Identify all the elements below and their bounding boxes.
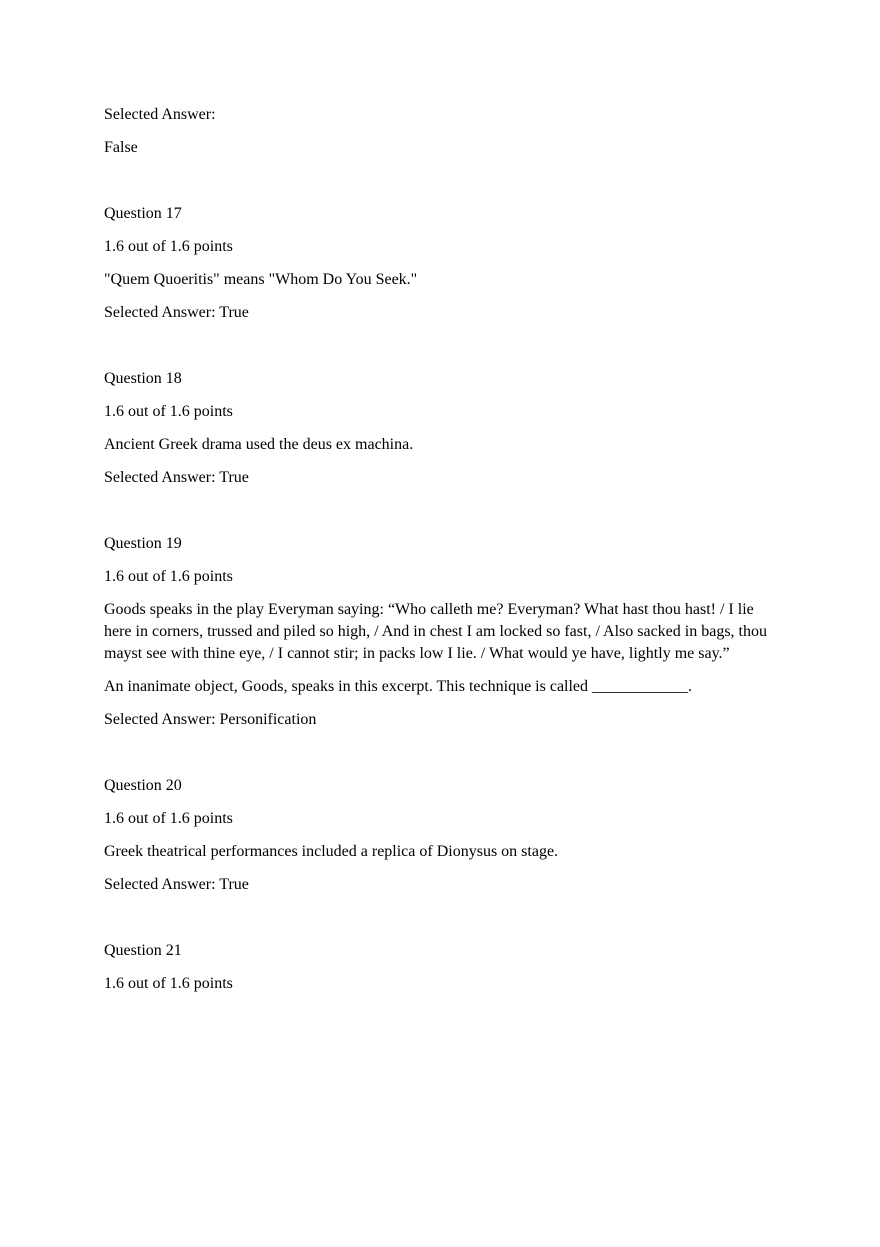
question-answer: Selected Answer: True: [104, 304, 249, 321]
question-title: Question 21: [104, 942, 182, 959]
spacer: [104, 159, 774, 203]
spacer: [104, 489, 774, 533]
question-text-secondary: An inanimate object, Goods, speaks in this excerpt. This technique is called ____________.: [104, 678, 693, 695]
spacer: [104, 126, 774, 137]
spacer: [104, 797, 774, 808]
spacer: [104, 555, 774, 566]
spacer: [104, 258, 774, 269]
question-text: Greek theatrical performances included a replica of Dionysus on stage.: [104, 843, 559, 860]
spacer: [104, 588, 774, 599]
spacer: [104, 423, 774, 434]
question-text: Goods speaks in the play Everyman saying: “Who calleth me? Everyman? What hast thou hast! / I lie here in corners, trussed and piled so high, / And in chest I am locked so fast, / Also sacked in bags, thou mayst see with thine eye, / I cannot stir; in packs low I lie. / What would ye have, lightly me say.”: [104, 601, 767, 662]
question-block-19: [104, 533, 774, 731]
question-title: Question 19: [104, 535, 182, 552]
question-points: 1.6 out of 1.6 points: [104, 238, 233, 255]
question-answer: Selected Answer: True: [104, 469, 249, 486]
selected-answer-value: False: [104, 139, 138, 156]
question-answer: Selected Answer: Personification: [104, 711, 317, 728]
spacer: [104, 962, 774, 973]
question-block-18: [104, 368, 774, 489]
question-block-20: [104, 775, 774, 896]
spacer: [104, 896, 774, 940]
question-title: Question 17: [104, 205, 182, 222]
question-points: 1.6 out of 1.6 points: [104, 975, 233, 992]
question-block-21: [104, 940, 774, 995]
question-points: 1.6 out of 1.6 points: [104, 568, 233, 585]
spacer: [104, 830, 774, 841]
question-block-17: [104, 203, 774, 324]
question-answer: Selected Answer: True: [104, 876, 249, 893]
spacer: [104, 863, 774, 874]
spacer: [104, 291, 774, 302]
spacer: [104, 665, 774, 676]
spacer: [104, 456, 774, 467]
spacer: [104, 225, 774, 236]
selected-answer-label: Selected Answer:: [104, 106, 216, 123]
question-text: "Quem Quoeritis" means "Whom Do You Seek.": [104, 271, 418, 288]
question-title: Question 18: [104, 370, 182, 387]
document-page: [104, 104, 774, 995]
spacer: [104, 324, 774, 368]
spacer: [104, 698, 774, 709]
question-points: 1.6 out of 1.6 points: [104, 810, 233, 827]
spacer: [104, 731, 774, 775]
question-points: 1.6 out of 1.6 points: [104, 403, 233, 420]
question-text: Ancient Greek drama used the deus ex machina.: [104, 436, 414, 453]
question-title: Question 20: [104, 777, 182, 794]
spacer: [104, 390, 774, 401]
